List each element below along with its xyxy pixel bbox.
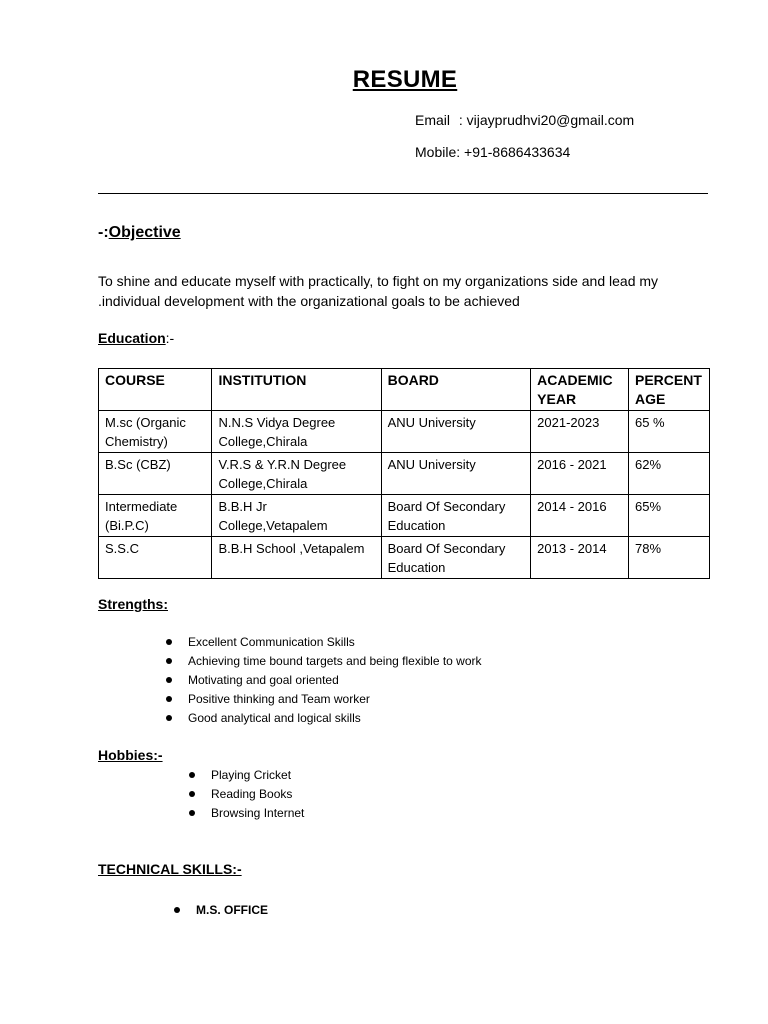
hobbies-list (211, 766, 304, 823)
table-cell: N.N.S Vidya Degree College,Chirala (212, 411, 381, 453)
table-cell: Board Of Secondary Education (381, 495, 531, 537)
table-row (99, 537, 710, 579)
list-item-text: Motivating and goal oriented (188, 673, 339, 687)
list-item (188, 690, 482, 709)
list-item-text: Reading Books (211, 787, 293, 801)
table-cell: Board Of Secondary Education (381, 537, 531, 579)
list-item (196, 901, 268, 920)
education-heading-text: Education (98, 330, 166, 346)
header-divider (98, 193, 708, 194)
table-cell: S.S.C (99, 537, 212, 579)
bullet-icon (189, 810, 195, 816)
list-item-text: Good analytical and logical skills (188, 711, 361, 725)
bullet-icon (166, 696, 172, 702)
strengths-list (188, 633, 482, 728)
email-value: : vijayprudhvi20@gmail.com (458, 112, 635, 128)
bullet-icon (189, 791, 195, 797)
table-cell: 2013 - 2014 (531, 537, 629, 579)
hobbies-heading: Hobbies:- (98, 747, 163, 763)
technical-skills-heading: TECHNICAL SKILLS:- (98, 861, 242, 877)
technical-skills-list (196, 901, 268, 920)
list-item (188, 652, 482, 671)
list-item-text: Browsing Internet (211, 806, 305, 820)
bullet-icon (189, 772, 195, 778)
email-label: Email (415, 112, 451, 128)
table-cell: V.R.S & Y.R.N Degree College,Chirala (212, 453, 381, 495)
table-cell: 2021-2023 (531, 411, 629, 453)
table-row (99, 453, 710, 495)
strengths-heading: Strengths: (98, 596, 168, 612)
table-cell: ANU University (381, 411, 531, 453)
list-item (211, 785, 304, 804)
bullet-icon (166, 639, 172, 645)
list-item-text: Positive thinking and Team worker (188, 692, 370, 706)
table-cell: 78% (628, 537, 709, 579)
table-cell: 2014 - 2016 (531, 495, 629, 537)
list-item-text: M.S. OFFICE (196, 903, 268, 917)
resume-title: RESUME (352, 66, 458, 93)
table-cell: B.B.H School ,Vetapalem (212, 537, 381, 579)
column-header-course: COURSE (99, 369, 212, 411)
column-header-institution: INSTITUTION (212, 369, 381, 411)
column-header-academic-year: ACADEMIC YEAR (531, 369, 629, 411)
column-header-board: BOARD (381, 369, 531, 411)
list-item (188, 633, 482, 652)
table-cell: 2016 - 2021 (531, 453, 629, 495)
email-line (415, 112, 634, 128)
list-item-text: Achieving time bound targets and being flexible to work (188, 654, 482, 668)
table-cell: 65 % (628, 411, 709, 453)
bullet-icon (166, 715, 172, 721)
list-item (211, 766, 304, 785)
list-item-text: Excellent Communication Skills (188, 635, 355, 649)
table-cell: Intermediate (Bi.P.C) (99, 495, 212, 537)
list-item (188, 709, 482, 728)
table-cell: 62% (628, 453, 709, 495)
bullet-icon (166, 677, 172, 683)
education-table (98, 368, 710, 579)
list-item (211, 804, 304, 823)
objective-heading-prefix: -: (98, 224, 109, 241)
column-header-percentage: PERCENT AGE (628, 369, 709, 411)
bullet-icon (166, 658, 172, 664)
table-cell: M.sc (Organic Chemistry) (99, 411, 212, 453)
education-table-header-row (99, 369, 710, 411)
mobile-line: Mobile: +91-8686433634 (415, 144, 571, 160)
table-cell: B.B.H Jr College,Vetapalem (212, 495, 381, 537)
table-row (99, 411, 710, 453)
education-heading (98, 330, 174, 346)
list-item (188, 671, 482, 690)
table-row (99, 495, 710, 537)
table-cell: ANU University (381, 453, 531, 495)
bullet-icon (174, 907, 180, 913)
education-heading-suffix: :- (165, 330, 175, 346)
table-cell: B.Sc (CBZ) (99, 453, 212, 495)
table-cell: 65% (628, 495, 709, 537)
objective-heading (98, 224, 181, 242)
list-item-text: Playing Cricket (211, 768, 292, 782)
objective-heading-text: Objective (108, 224, 181, 241)
objective-text: To shine and educate myself with practically, to fight on my organizations side and lead my .individual development with the organizational goals to be achieved (98, 273, 659, 309)
